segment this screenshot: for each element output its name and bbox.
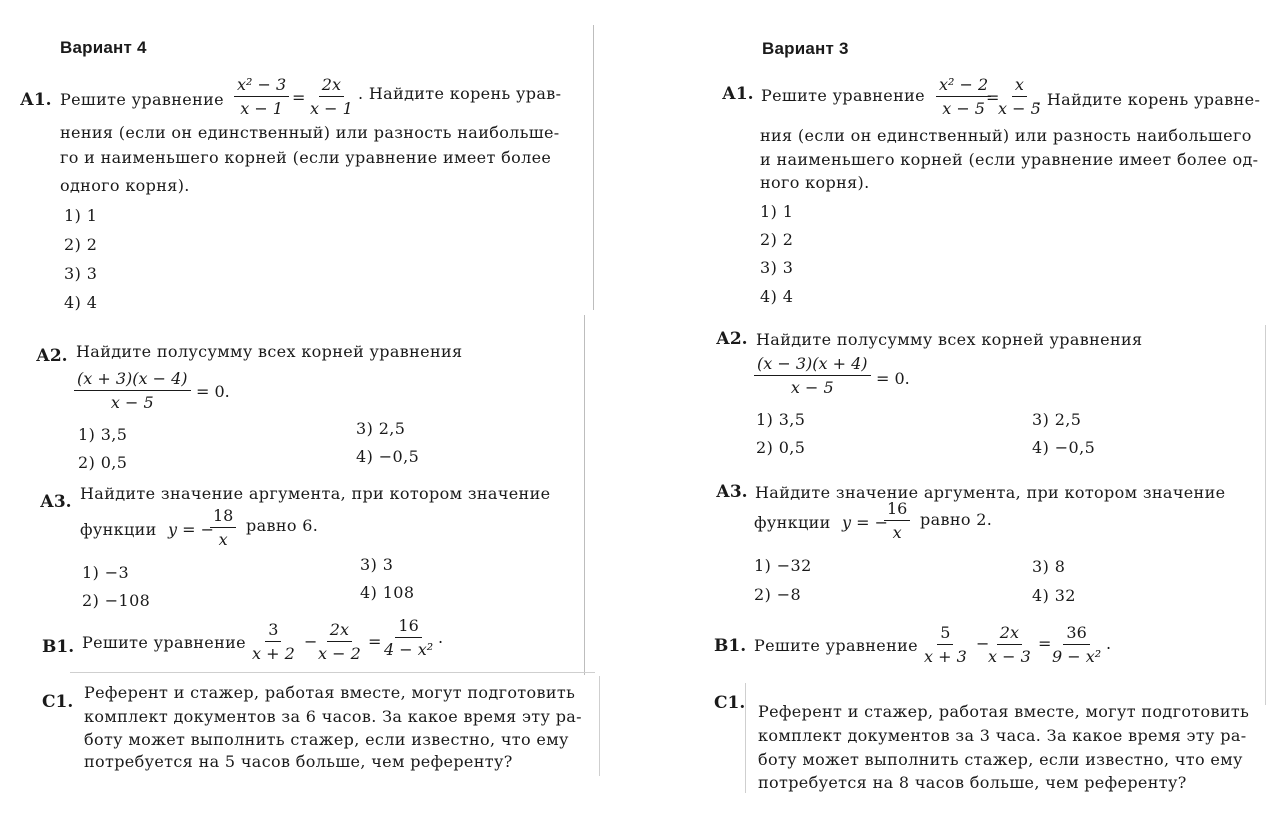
question-number: А3.	[716, 482, 748, 502]
fraction-numerator: (x − 3)(x + 4)	[754, 354, 871, 376]
question-text: и наименьшего корней (если уравнение имеет более од-	[760, 150, 1259, 169]
answer-option: 4) 108	[360, 583, 415, 602]
fraction-denominator: x − 5	[942, 99, 985, 118]
fraction-numerator: 2x	[319, 75, 344, 97]
fraction-numerator: 5	[937, 623, 953, 645]
answer-option: 3) 2,5	[356, 419, 406, 438]
question-text: Найдите значение аргумента, при котором значение	[80, 484, 551, 503]
question-text: . Найдите корень урав-	[358, 84, 562, 103]
question-text: Решите уравнение	[82, 633, 246, 652]
question-text: Найдите значение аргумента, при котором значение	[755, 483, 1226, 502]
question-text: Референт и стажер, работая вместе, могут подготовить	[758, 702, 1250, 721]
fraction	[384, 616, 433, 659]
question-text: Найдите полусумму всех корней уравнения	[756, 330, 1143, 349]
fraction	[988, 623, 1031, 666]
fraction-denominator: x	[892, 523, 902, 542]
fraction	[884, 499, 910, 542]
question-text: функции	[80, 520, 157, 539]
fraction	[1052, 623, 1101, 666]
question-text: боту может выполнить стажер, если известно, что ему	[84, 730, 569, 749]
fraction	[310, 75, 353, 118]
fraction-denominator: x − 5	[110, 393, 154, 412]
fraction-numerator: x² − 2	[936, 75, 991, 97]
question-number: А1.	[722, 84, 754, 104]
fraction-numerator: 36	[1063, 623, 1089, 645]
equation-tail: .	[1106, 634, 1112, 653]
fraction-numerator: 16	[884, 499, 910, 521]
answer-option: 1) 3,5	[78, 425, 128, 444]
answer-option: 3) 3	[64, 264, 98, 283]
fraction	[252, 620, 295, 663]
answer-option: 4) 4	[760, 287, 794, 306]
minus-sign: −	[976, 634, 990, 653]
question-text: одного корня).	[60, 176, 190, 195]
fraction	[924, 623, 967, 666]
function-lhs: y = −	[168, 520, 215, 539]
fraction-denominator: x − 3	[988, 647, 1031, 666]
question-text: Найдите полусумму всех корней уравнения	[76, 342, 463, 361]
question-text: Решите уравнение	[761, 86, 925, 105]
question-number: С1.	[42, 692, 74, 712]
fraction-denominator: x − 5	[790, 378, 834, 397]
answer-option: 2) −8	[754, 585, 802, 604]
question-number: А3.	[40, 492, 72, 512]
question-text: . Найдите корень уравне-	[1036, 90, 1261, 109]
answer-option: 1) 1	[760, 202, 794, 221]
question-text: комплект документов за 3 часа. За какое время эту ра-	[758, 726, 1247, 745]
fraction	[318, 620, 361, 663]
question-text: ния (если он единственный) или разность наибольшего	[760, 126, 1252, 145]
fraction-numerator: (x + 3)(x − 4)	[74, 369, 191, 391]
answer-option: 1) 3,5	[756, 410, 806, 429]
answer-option: 1) −3	[82, 563, 130, 582]
question-text: равно 6.	[246, 516, 319, 535]
question-number: А1.	[20, 90, 52, 110]
question-text: боту может выполнить стажер, если известно, что ему	[758, 750, 1243, 769]
question-text: нения (если он единственный) или разность наибольше-	[60, 123, 560, 142]
answer-option: 4) −0,5	[1032, 438, 1096, 457]
equals-sign: =	[986, 88, 1000, 107]
question-text: комплект документов за 6 часов. За какое время эту ра-	[84, 707, 582, 726]
answer-option: 3) 2,5	[1032, 410, 1082, 429]
equals-sign: =	[1038, 634, 1052, 653]
fraction-numerator: 18	[210, 506, 236, 528]
function-lhs: y = −	[842, 513, 889, 532]
fraction-denominator: x + 2	[252, 644, 295, 663]
minus-sign: −	[304, 632, 318, 651]
fraction-numerator: x	[1012, 75, 1027, 97]
fraction-denominator: x − 1	[310, 99, 353, 118]
question-text: Референт и стажер, работая вместе, могут подготовить	[84, 683, 576, 702]
fraction-denominator: 9 − x²	[1052, 647, 1102, 666]
fraction-numerator: x² − 3	[234, 75, 289, 97]
question-text: го и наименьшего корней (если уравнение имеет более	[60, 148, 552, 167]
fraction-denominator: x − 5	[998, 99, 1041, 118]
fraction	[754, 354, 871, 397]
variant-4-column	[0, 0, 600, 821]
variant-title: Вариант 4	[60, 38, 147, 57]
answer-option: 1) −32	[754, 556, 812, 575]
question-text: Решите уравнение	[754, 636, 918, 655]
answer-option: 4) 32	[1032, 586, 1076, 605]
equation-tail: = 0.	[876, 369, 910, 388]
answer-option: 2) 2	[64, 235, 98, 254]
variant-title: Вариант 3	[762, 39, 849, 58]
answer-option: 2) −108	[82, 591, 151, 610]
question-number: А2.	[36, 346, 68, 366]
question-text: потребуется на 5 часов больше, чем референту?	[84, 752, 513, 771]
fraction-denominator: x − 2	[318, 644, 361, 663]
fraction-numerator: 3	[265, 620, 281, 642]
fraction	[74, 369, 191, 412]
fraction-numerator: 2x	[997, 623, 1022, 645]
question-number: В1.	[42, 637, 75, 657]
fraction	[234, 75, 289, 118]
fraction-denominator: x + 3	[924, 647, 967, 666]
question-text: ного корня).	[760, 173, 870, 192]
equals-sign: =	[292, 88, 306, 107]
question-text: потребуется на 8 часов больше, чем референту?	[758, 773, 1187, 792]
answer-option: 4) 4	[64, 293, 98, 312]
fraction-denominator: x	[218, 530, 228, 549]
answer-option: 4) −0,5	[356, 447, 420, 466]
fraction	[210, 506, 236, 549]
answer-option: 1) 1	[64, 206, 98, 225]
fraction-denominator: x − 1	[240, 99, 283, 118]
question-number: В1.	[714, 636, 747, 656]
answer-option: 3) 3	[360, 555, 394, 574]
answer-option: 2) 0,5	[756, 438, 806, 457]
answer-option: 3) 8	[1032, 557, 1066, 576]
fraction-numerator: 2x	[327, 620, 352, 642]
answer-option: 2) 2	[760, 230, 794, 249]
question-text: равно 2.	[920, 510, 993, 529]
question-number: А2.	[716, 329, 748, 349]
fraction	[936, 75, 991, 118]
question-number: С1.	[714, 693, 746, 713]
equation-tail: .	[438, 628, 444, 647]
fraction-denominator: 4 − x²	[384, 640, 434, 659]
answer-option: 3) 3	[760, 258, 794, 277]
fraction-numerator: 16	[395, 616, 421, 638]
fraction	[998, 75, 1041, 118]
answer-option: 2) 0,5	[78, 453, 128, 472]
equals-sign: =	[368, 632, 382, 651]
equation-tail: = 0.	[196, 382, 230, 401]
variant-3-column	[700, 0, 1280, 821]
question-text: Решите уравнение	[60, 90, 224, 109]
question-text: функции	[754, 513, 831, 532]
